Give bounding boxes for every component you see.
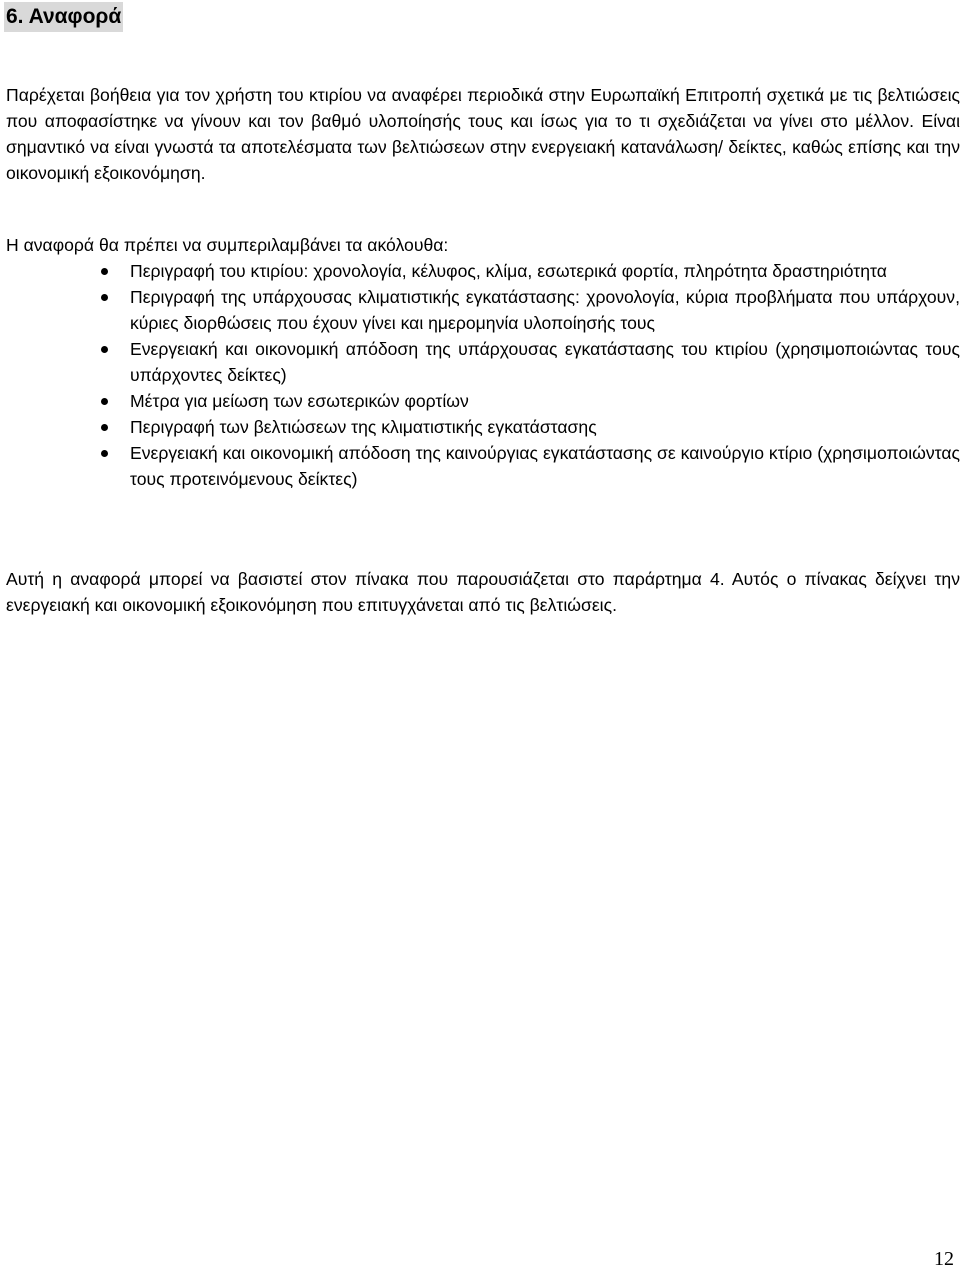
list-item-text: Περιγραφή των βελτιώσεων της κλιματιστικής εγκατάστασης [130,417,597,437]
page-number: 12 [934,1248,954,1270]
list-item-text: Περιγραφή της υπάρχουσας κλιματιστικής εγκατάστασης: χρονολογία, κύρια προβλήματα που υπάρχουν, κύριες διορθώσεις που έχουν γίνει και ημερομηνία υλοποίησής τους [130,287,960,333]
list-item-text: Μέτρα για μείωση των εσωτερικών φορτίων [130,391,469,411]
bullet-icon [101,398,108,405]
bullet-icon [101,268,108,275]
list-item [6,388,960,414]
list-item [6,414,960,440]
bullet-icon [101,450,108,457]
list-item [6,440,960,492]
bullet-icon [101,294,108,301]
intro-paragraph: Παρέχεται βοήθεια για τον χρήστη του κτιρίου να αναφέρει περιοδικά στην Ευρωπαϊκή Επιτροπή σχετικά με τις βελτιώσεις που αποφασίστηκε να γίνουν και τον βαθμό υλοποίησής τους και ίσως για το τι σχεδιάζεται να γίνει στο μέλλον. Είναι σημαντικό να είναι γνωστά τα αποτελέσματα των βελτιώσεων στην ενεργειακή κατανάλωση/ δείκτες, καθώς επίσης και την οικονομική εξοικονόμηση. [6,85,960,183]
section-heading: 6. Αναφορά [4,2,123,32]
report-contents-list [6,258,960,492]
list-item [6,336,960,388]
list-item [6,284,960,336]
list-item-text: Περιγραφή του κτιρίου: χρονολογία, κέλυφος, κλίμα, εσωτερικά φορτία, πληρότητα δραστηριότητα [130,261,887,281]
list-item-text: Ενεργειακή και οικονομική απόδοση της καινούργιας εγκατάστασης σε καινούργιο κτίριο (χρησιμοποιώντας τους προτεινόμενους δείκτες) [130,443,960,489]
closing-paragraph: Αυτή η αναφορά μπορεί να βασιστεί στον πίνακα που παρουσιάζεται στο παράρτημα 4. Αυτός ο πίνακας δείχνει την ενεργειακή και οικονομική εξοικονόμηση που επιτυγχάνεται από τις βελτιώσεις. [6,569,960,615]
list-item-text: Ενεργειακή και οικονομική απόδοση της υπάρχουσας εγκατάστασης του κτιρίου (χρησιμοποιώντας τους υπάρχοντες δείκτες) [130,339,960,385]
list-item [6,258,960,284]
bullet-icon [101,346,108,353]
list-intro-paragraph: Η αναφορά θα πρέπει να συμπεριλαμβάνει τα ακόλουθα: [6,235,449,255]
bullet-icon [101,424,108,431]
